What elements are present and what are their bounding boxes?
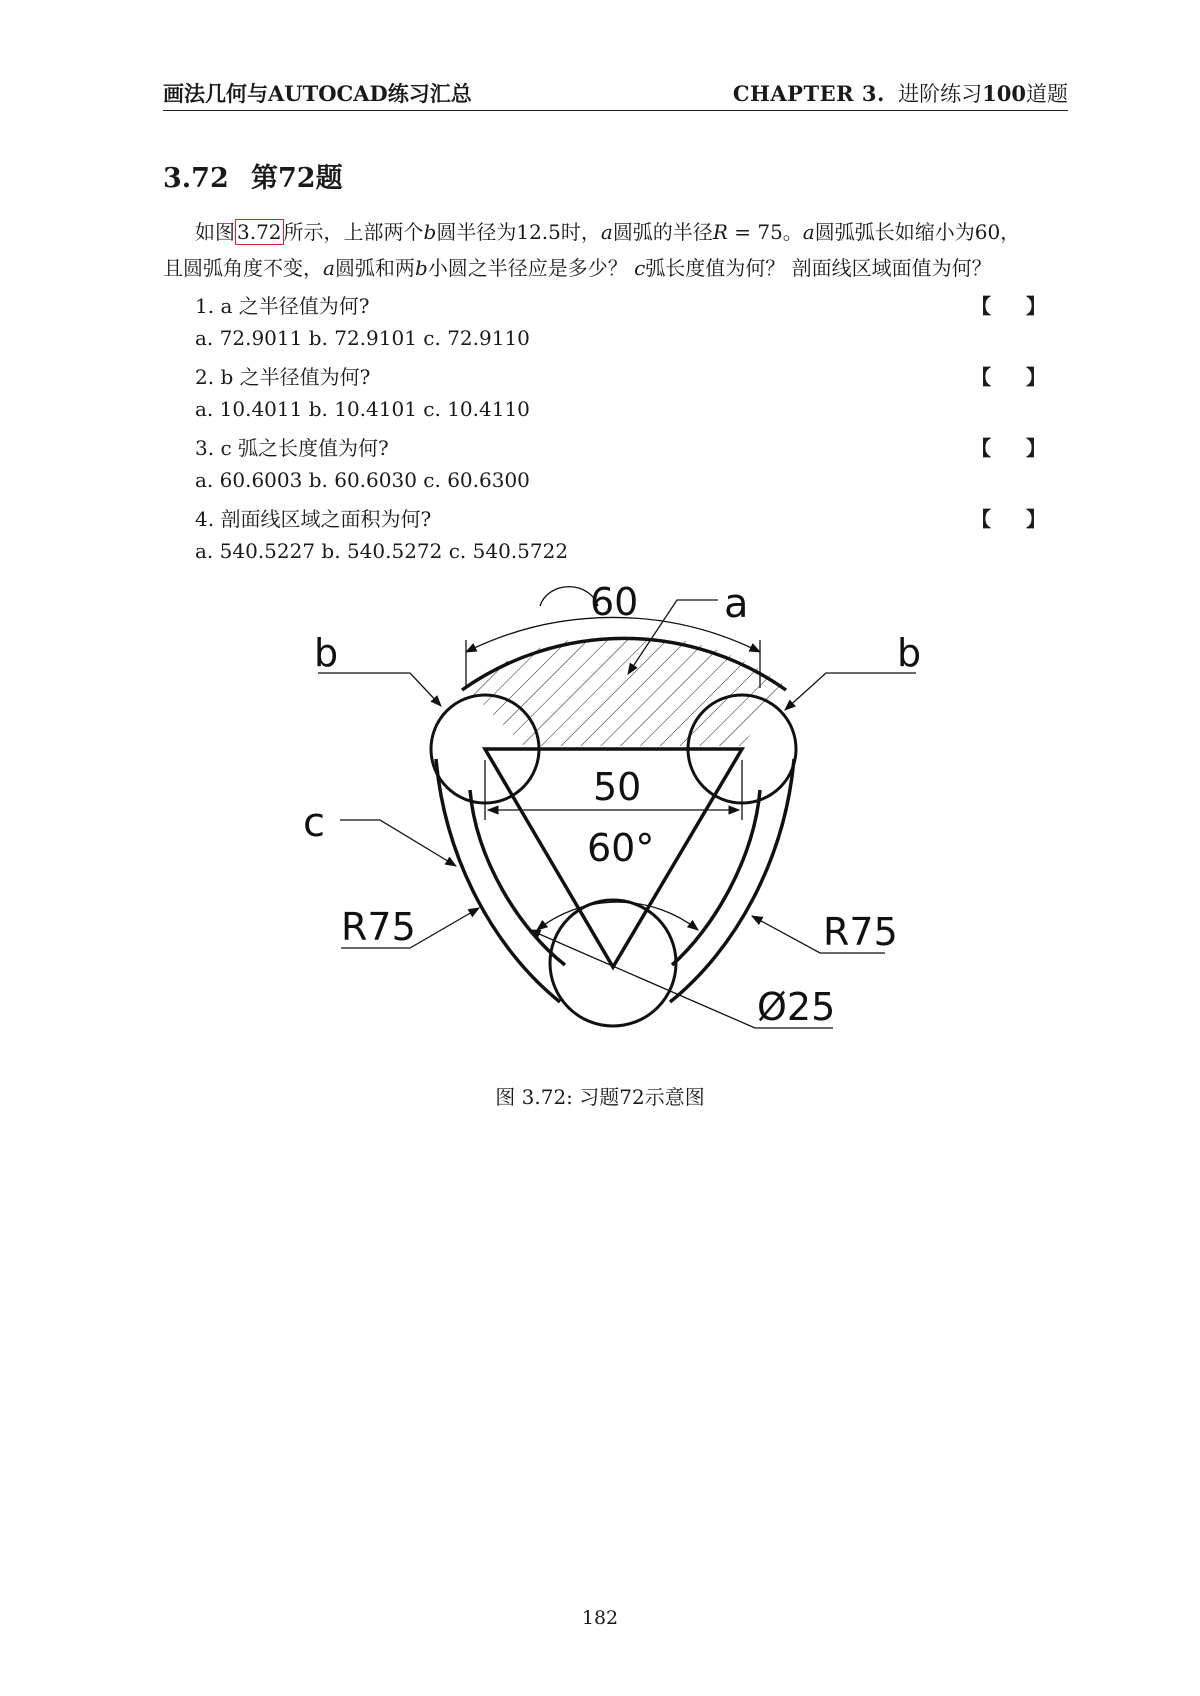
question-3-options: a. 60.6003 b. 60.6030 c. 60.6300 [195, 468, 530, 492]
var-R: R [712, 220, 728, 244]
label-angle: 60° [587, 826, 655, 870]
text: 且圆弧角度不变， [163, 256, 323, 280]
answer-bracket[interactable]: 【 】 [971, 294, 1060, 318]
arc-r75-right [672, 790, 760, 965]
answer-bracket[interactable]: 【 】 [971, 365, 1060, 389]
var-a: a [600, 220, 613, 244]
var-a: a [802, 220, 815, 244]
question-text: 4. 剖面线区域之面积为何? [195, 507, 432, 531]
text: 所示，上部两个 [283, 220, 424, 244]
var-b: b [414, 256, 428, 280]
section-number: 3.72 [163, 163, 229, 194]
page-number: 182 [581, 1607, 619, 1629]
text: 圆弧弧长如缩小为60， [814, 220, 1021, 244]
text: 如图 [195, 220, 235, 244]
label-c: c [303, 800, 325, 846]
label-b-right: b [897, 631, 922, 675]
question-text: 2. b 之半径值为何? [195, 365, 371, 389]
label-r75-left: R75 [341, 905, 416, 949]
var-b: b [423, 220, 437, 244]
figure-reference-link[interactable]: 3.72 [237, 220, 282, 244]
header-chapter-title-b: 道题 [1026, 82, 1068, 106]
question-1-options: a. 72.9011 b. 72.9101 c. 72.9110 [195, 326, 530, 350]
answer-bracket[interactable]: 【 】 [971, 507, 1060, 531]
label-arc-length: 60 [590, 580, 639, 624]
text: 小圆之半径应是多少？ [427, 256, 635, 280]
var-a: a [323, 256, 335, 280]
header-chapter-number: CHAPTER 3. [732, 81, 885, 106]
label-diameter: Ø25 [757, 985, 836, 1029]
text: = 75。 [727, 220, 803, 244]
leader-b-right [785, 673, 916, 710]
text: 圆半径为12.5时， [436, 220, 601, 244]
answer-bracket[interactable]: 【 】 [971, 436, 1060, 460]
text: 弧长度值为何？ 剖面线区域面值为何？ [645, 256, 992, 280]
question-2-options: a. 10.4011 b. 10.4101 c. 10.4110 [195, 397, 530, 421]
header-book-title: 画法几何与AUTOCAD练习汇总 [163, 81, 472, 106]
header-chapter-title-a: 进阶练习 [898, 82, 983, 106]
question-text: 1. a 之半径值为何? [195, 294, 370, 318]
header-chapter-title-num: 100 [982, 81, 1026, 106]
circle-bottom [550, 900, 676, 1026]
figure-caption: 图 3.72: 习题72示意图 [495, 1085, 705, 1109]
question-text: 3. c 弧之长度值为何? [195, 436, 389, 460]
text: 圆弧和两 [334, 256, 415, 280]
label-50: 50 [593, 765, 642, 809]
var-c: c [634, 256, 646, 280]
text: 圆弧的半径 [612, 220, 713, 244]
question-4-options: a. 540.5227 b. 540.5272 c. 540.5722 [195, 539, 569, 563]
label-b-left: b [314, 631, 339, 675]
label-a: a [724, 581, 749, 627]
leader-b-left [318, 673, 441, 706]
label-r75-right: R75 [823, 910, 898, 954]
section-heading: 第72题 [251, 163, 343, 194]
leader-c [340, 820, 456, 866]
